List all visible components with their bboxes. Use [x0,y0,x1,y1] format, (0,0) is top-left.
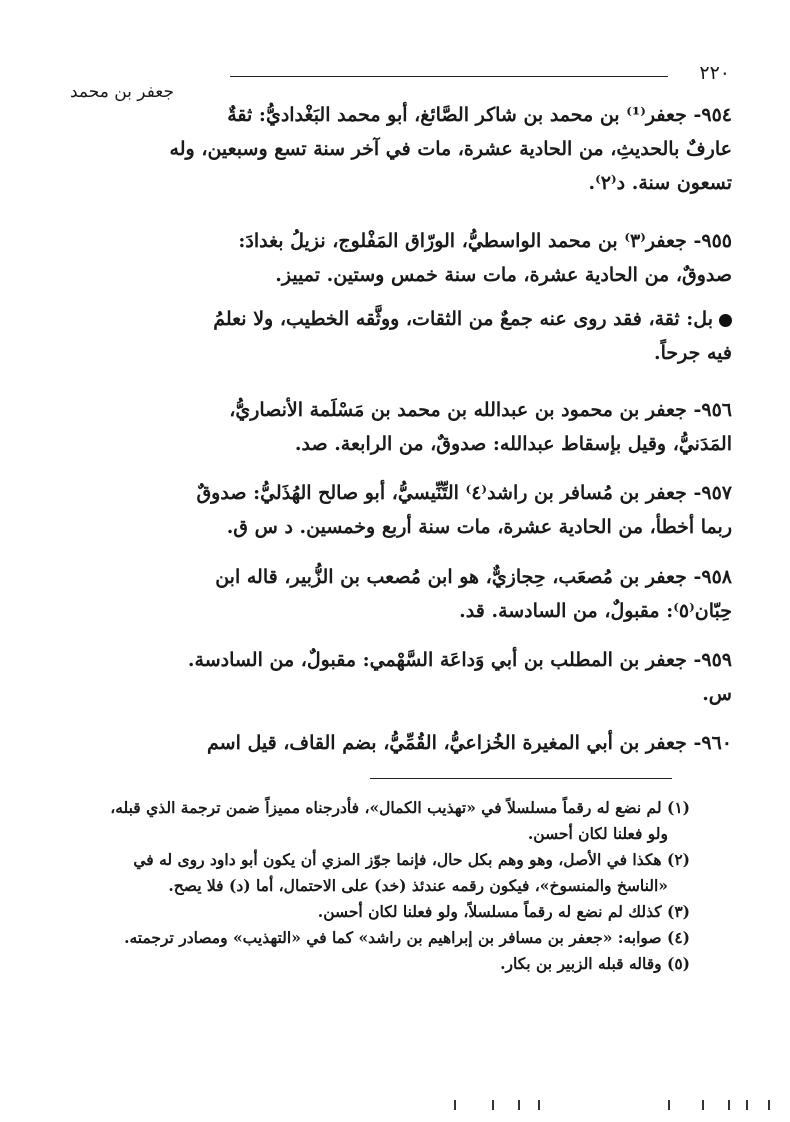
entry-line: ٩٥٥- جعفر⁽٣⁾ بن محمد الواسطيُّ، الورّاق المَفْلوج، نزيلُ بغدادَ: [238,230,732,252]
footnote-rule [370,778,672,779]
entry-line: ٩٥٩- جعفر بن المطلب بن أبي وَداعَة السَّهْمي: مقبولٌ، من السادسة. [187,649,732,671]
entry-line: فيه جرحاً. [654,342,732,364]
entry-line: ٩٥٧- جعفر بن مُسافر بن راشد⁽٤⁾ التِّنِّيسيُّ، أبو صالح الهُذَليُّ: صدوقٌ [196,482,732,504]
tick-mark [518,1100,520,1110]
footnote-line: (٢) هكذا في الأصل، وهو وهم بكل حال، فإنما جوّز المزي أن يكون أبو داود روى له في [133,850,690,869]
tick-mark [768,1100,770,1110]
tick-mark [746,1100,748,1110]
tick-mark [728,1100,730,1110]
footnote-line: (٤) صوابه: «جعفر بن مسافر بن إبراهيم بن راشد» كما في «التهذيب» ومصادر ترجمته. [124,928,690,947]
entry-line-text: بل: ثقة، فقد روى عنه جمعٌ من الثقات، ووثَّقه الخطيب، ولا نعلمُ [213,308,713,330]
bullet-icon [719,314,732,327]
tick-mark [492,1100,494,1110]
entry-line: حِبّان⁽٥⁾: مقبولٌ، من السادسة. قد. [459,600,732,622]
header-rule [230,76,668,77]
page-header [70,62,730,102]
entry-line: ٩٥٦- جعفر بن محمود بن عبدالله بن محمد بن مَسْلَمة الأنصاريُّ، [229,399,732,421]
tick-mark [538,1100,540,1110]
entry-line: ٩٦٠- جعفر بن أبي المغيرة الخُزاعيُّ، القُمِّيُّ، بضم القاف، قيل اسم [207,732,732,754]
entry-954 [84,98,732,200]
tick-mark [702,1100,704,1110]
entry-955-comment [84,302,732,370]
footnote-line: ولو فعلنا لكان أحسن. [527,824,668,843]
entry-line: ٩٥٤- جعفر⁽¹⁾ بن محمد بن شاكر الصَّائغ، أبو محمد البَغْداديُّ: ثقةٌ [227,104,732,126]
entry-line: عارفٌ بالحديثِ، من الحادية عشرة، مات في آخر سنة تسع وسبعين، وله [169,138,732,160]
entry-960 [84,726,732,760]
entry-line: س. [702,683,732,705]
entry-958 [84,560,732,628]
scan-tick-marks [440,1100,780,1114]
tick-mark [668,1100,670,1110]
entry-956 [84,393,732,461]
entry-959 [84,643,732,711]
footnote-line: (٣) كذلك لم نضع له رقماً مسلسلاً، ولو فعلنا لكان أحسن. [317,902,690,921]
entry-957 [84,476,732,544]
entry-line: المَدَنيُّ، وقيل بإسقاط عبدالله: صدوقٌ، من الرابعة. صد. [294,433,732,455]
entry-line: تسعون سنة. د⁽٢⁾. [588,172,732,194]
footnotes [90,795,690,977]
tick-mark [454,1100,456,1110]
entry-line: ٩٥٨- جعفر بن مُصعَب، حِجازيٌّ، هو ابن مُصعب بن الزُّبير، قاله ابن [215,566,732,588]
page-number: ٢٢٠ [699,62,730,84]
footnote-line: «الناسخ والمنسوخ»، فيكون رقمه عندئذ (خد) على الاحتمال، أما (د) فلا يصح. [168,876,668,895]
running-title: جعفر بن محمد [70,82,175,102]
entry-955 [84,224,732,292]
entry-line: صدوقٌ، من الحادية عشرة، مات سنة خمس وستين. تمييز. [275,264,732,286]
entry-line [84,302,732,336]
entry-line: ربما أخطأ، من الحادية عشرة، مات سنة أربع وخمسين. د س ق. [226,516,732,538]
footnote-line: (٥) وقاله قبله الزبير بن بكار. [500,954,690,973]
footnote-line: (١) لم نضع له رقماً مسلسلاً في «تهذيب الكمال»، فأدرجناه مميزاً ضمن ترجمة الذي قبله، [110,798,690,817]
